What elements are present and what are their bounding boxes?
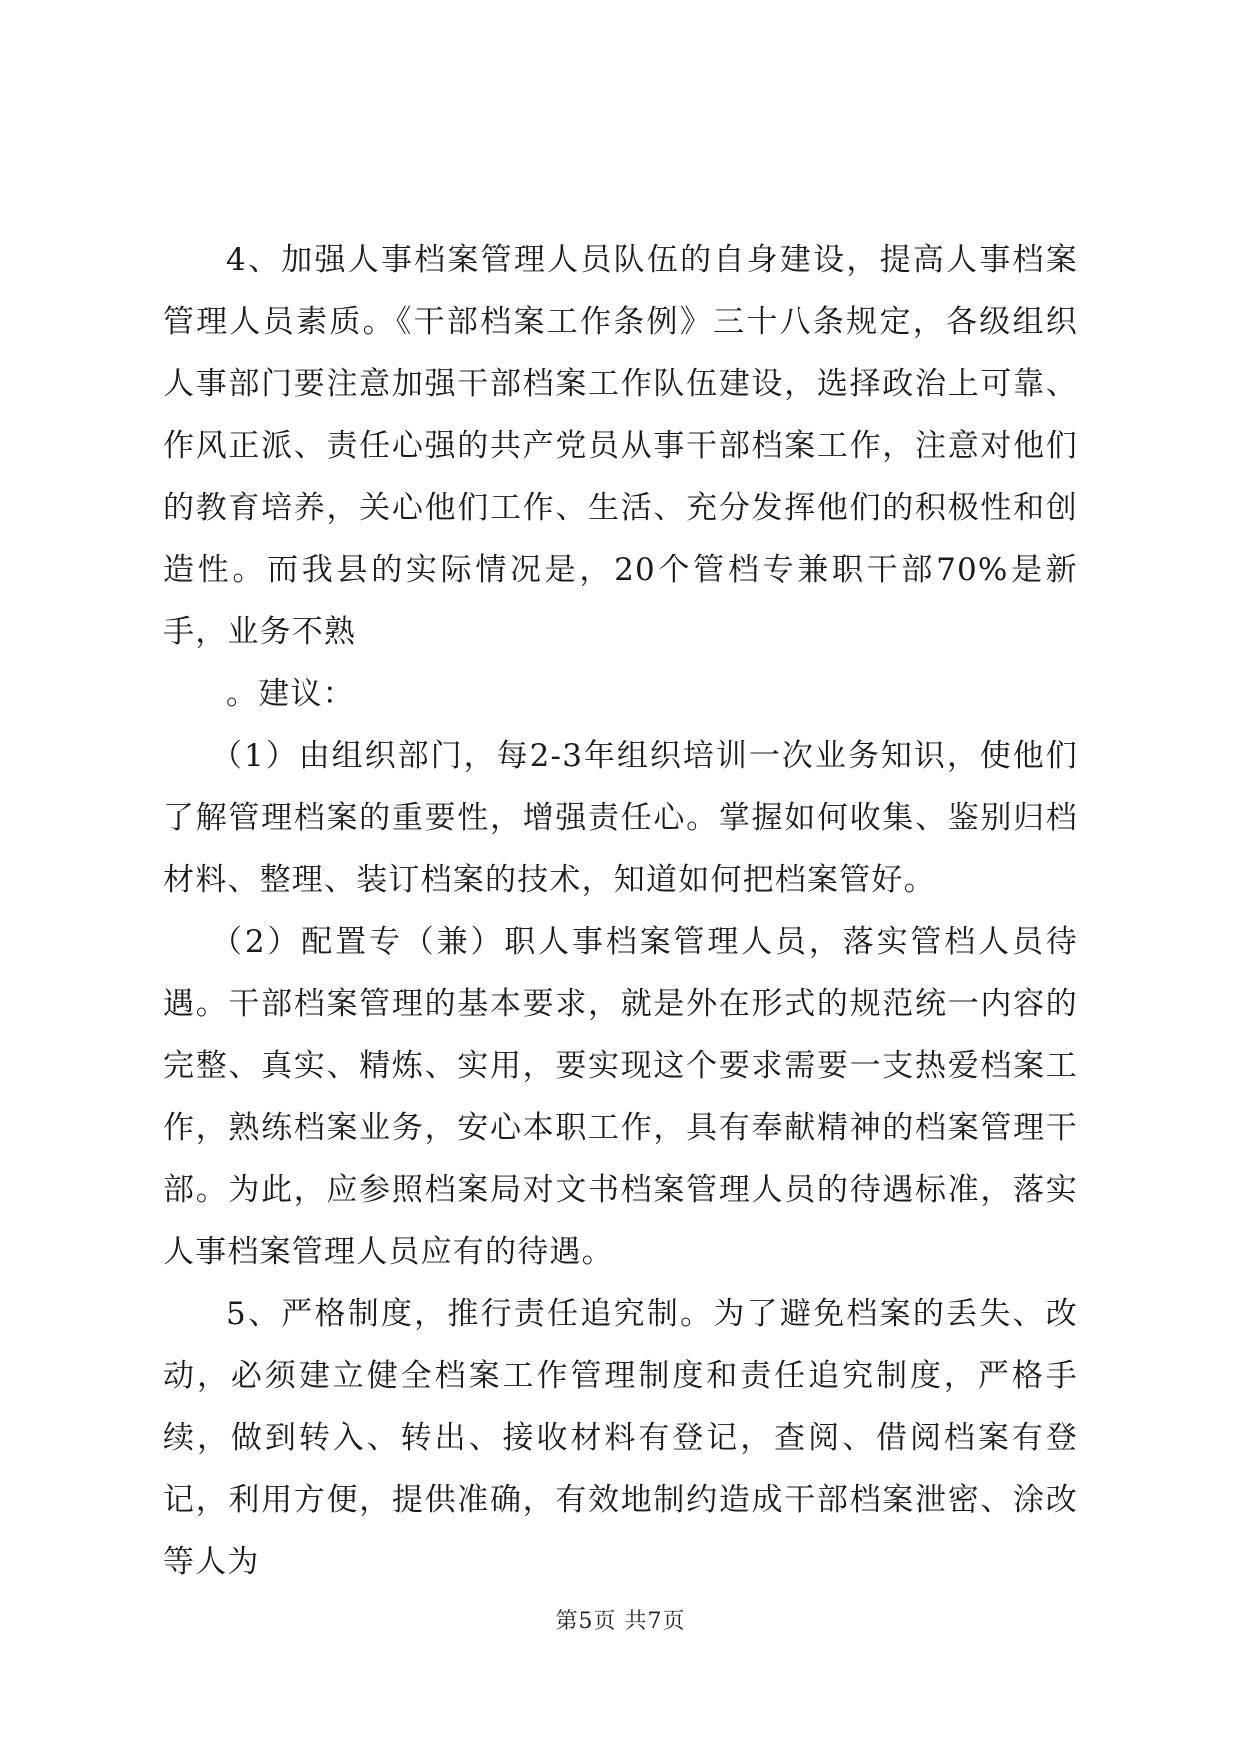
paragraph-suggestion-1: （1）由组织部门，每2-3年组织培训一次业务知识，使他们了解管理档案的重要性，增强责任心。掌握如何收集、鉴别归档材料、整理、装订档案的技术，知道如何把档案管好。 <box>163 738 1078 898</box>
paragraph-suggestion-heading: 。建议： <box>226 676 355 712</box>
paragraph-4-personnel-team: 4、加强人事档案管理人员队伍的自身建设，提高人事档案管理人员素质。《干部档案工作条例》三十八条规定，各级组织人事部门要注意加强干部档案工作队伍建设，选择政治上可靠、作风正派、责任心强的共产党员从事干部档案工作，注意对他们的教育培养，关心他们工作、生活、充分发挥他们的积极性和创造性。而我县的实际情况是，20个管档专兼职干部70%是新手，业务不熟 <box>163 242 1078 650</box>
paragraph-5-accountability: 5、严格制度，推行责任追究制。为了避免档案的丢失、改动，必须建立健全档案工作管理制度和责任追究制度，严格手续，做到转入、转出、接收材料有登记，查阅、借阅档案有登记，利用方便，提供准确，有效地制约造成干部档案泄密、涂改等人为 <box>163 1296 1078 1580</box>
paragraph-suggestion-2: （2）配置专（兼）职人事档案管理人员，落实管档人员待遇。干部档案管理的基本要求，就是外在形式的规范统一内容的完整、真实、精炼、实用，要实现这个要求需要一支热爱档案工作，熟练档案业务，安心本职工作，具有奉献精神的档案管理干部。为此，应参照档案局对文书档案管理人员的待遇标准，落实人事档案管理人员应有的待遇。 <box>163 924 1078 1270</box>
document-body <box>163 229 1078 1593</box>
page-number-footer: 第5页 共7页 <box>555 1609 686 1634</box>
